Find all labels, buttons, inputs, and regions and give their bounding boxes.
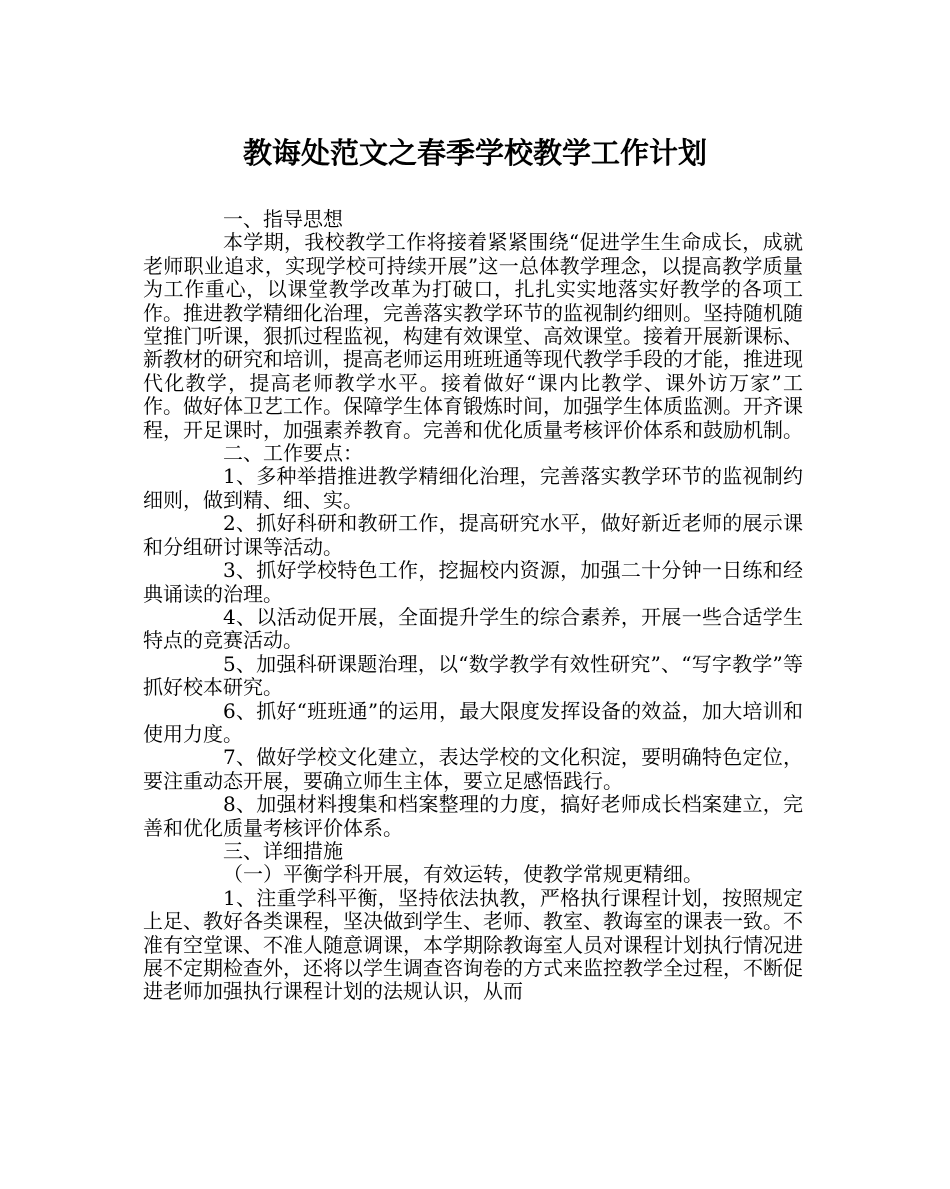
section-heading: 三、详细措施 — [223, 838, 343, 863]
document-title: 教诲处范文之春季学校教学工作计划 — [242, 136, 707, 170]
section-heading: 二、工作要点： — [223, 441, 363, 466]
list-item: 3、抓好学校特色工作，挖掘校内资源，加强二十分钟一日练和经典诵读的治理。 — [143, 558, 803, 606]
body-paragraph: 1、注重学科平衡，坚持依法执教，严格执行课程计划，按照规定上足、教好各类课程，坚决做到学生、老师、教室、教诲室的课表一致。不准有空堂课、不准人随意调课，本学期除教诲室人员对课程计划执行情况进展不定期检查外，还将以学生调查咨询卷的方式来监控教学全过程，不断促进老师加强执行课程计划的法规认识，从而 — [143, 885, 803, 1004]
list-item: 7、做好学校文化建立，表达学校的文化积淀，要明确特色定位，要注重动态开展，要确立师生主体，要立足感悟践行。 — [143, 745, 803, 793]
list-item: 2、抓好科研和教研工作，提高研究水平，做好新近老师的展示课和分组研讨课等活动。 — [143, 511, 803, 559]
subsection-heading: （一）平衡学科开展，有效运转，使教学常规更精细。 — [223, 862, 703, 887]
document-body — [143, 208, 803, 1004]
section-heading: 一、指导思想 — [223, 207, 343, 231]
list-item: 8、加强材料搜集和档案整理的力度，搞好老师成长档案建立，完善和优化质量考核评价体系。 — [143, 792, 803, 840]
list-item: 1、多种举措推进教学精细化治理，完善落实教学环节的监视制约细则，做到精、细、实。 — [143, 464, 803, 512]
list-item: 6、抓好“班班通”的运用，最大限度发挥设备的效益，加大培训和使用力度。 — [143, 698, 803, 746]
body-paragraph: 本学期，我校教学工作将接着紧紧围绕“促进学生生命成长，成就老师职业追求，实现学校可持续开展”这一总体教学理念，以提高教学质量为工作重心，以课堂教学改革为打破口，扎扎实实地落实好教学的各项工作。推进教学精细化治理，完善落实教学环节的监视制约细则。坚持随机随堂推门听课，狠抓过程监视，构建有效课堂、高效课堂。接着开展新课标、新教材的研究和培训，提高老师运用班班通等现代教学手段的才能，推进现代化教学，提高老师教学水平。接着做好“课内比教学、课外访万家”工作。做好体卫艺工作。保障学生体育锻炼时间，加强学生体质监测。开齐课程，开足课时，加强素养教育。完善和优化质量考核评价体系和鼓励机制。 — [143, 230, 803, 442]
list-item: 5、加强科研课题治理，以“数学教学有效性研究”、“写字教学”等抓好校本研究。 — [143, 651, 803, 700]
list-item: 4、以活动促开展，全面提升学生的综合素养，开展一些合适学生特点的竞赛活动。 — [143, 604, 803, 653]
